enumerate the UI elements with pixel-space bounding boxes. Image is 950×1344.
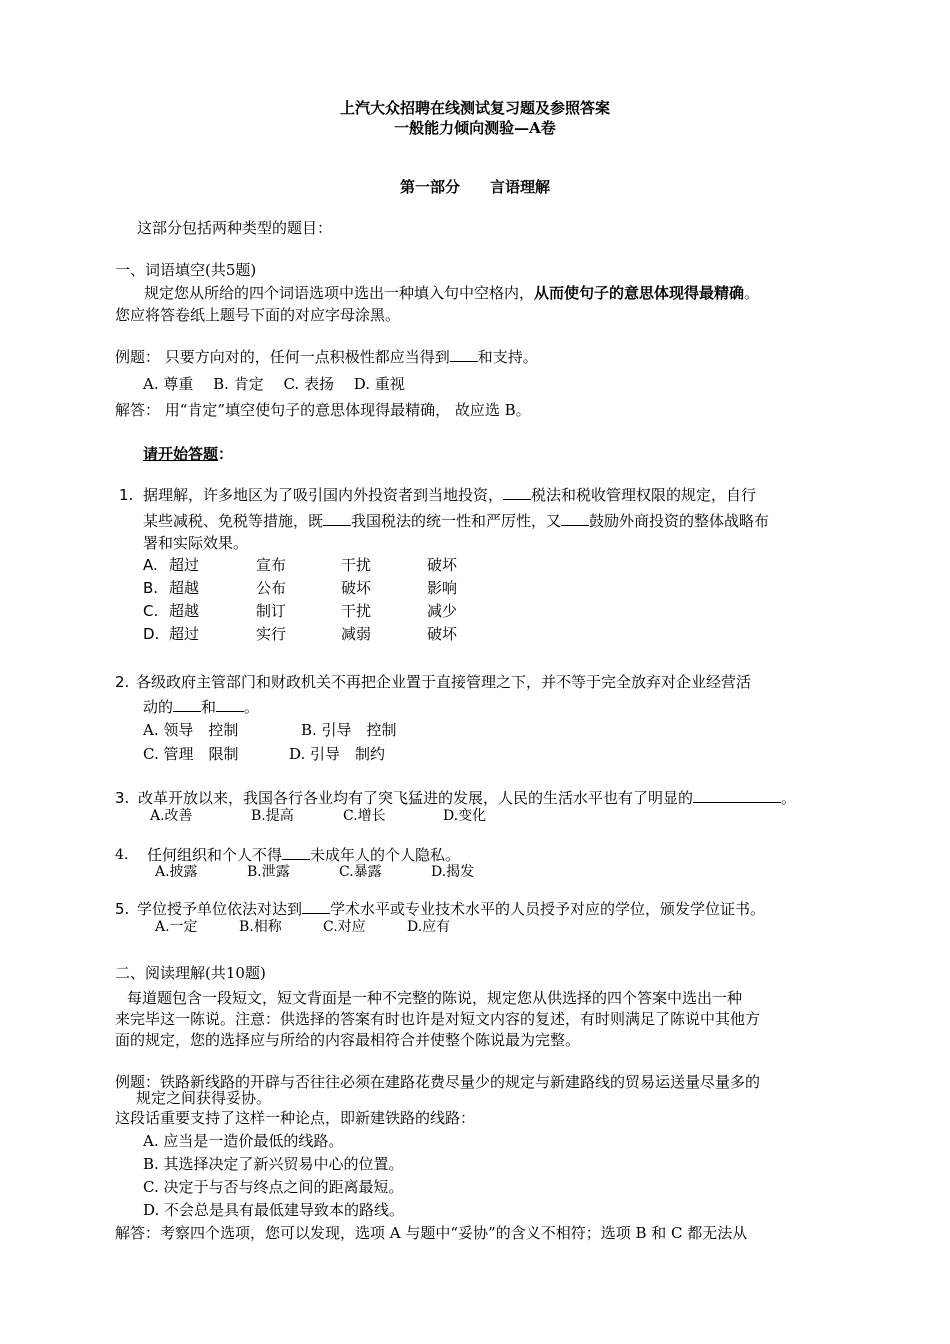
- section2-paragraph-line1: 每道题包含一段短文，短文背面是一种不完整的陈说，规定您从供选择的四个答案中选出一种: [127, 989, 743, 1007]
- q4-text: 任何组织和个人不得 未成年人的个人隐私。: [147, 846, 461, 864]
- section2-heading: 二、阅读理解(共10题): [115, 964, 266, 982]
- q3-number: 3.: [115, 789, 130, 807]
- q5-option-a: A.一定: [155, 919, 198, 935]
- q1-text-line1: 据理解，许多地区为了吸引国内外投资者到当地投资， 税法和税收管理权限的规定，自行: [143, 486, 757, 504]
- intro-text: 这部分包括两种类型的题目：: [137, 219, 333, 237]
- q2-text-line2: 动的 和 。: [143, 698, 260, 716]
- q2-option-c: C. 管理 限制: [143, 745, 239, 763]
- q2-option-d: D. 引导 制约: [289, 745, 386, 763]
- section2-option-b: B. 其选择决定了新兴贸易中心的位置。: [143, 1155, 404, 1173]
- q4-option-b: B.泄露: [247, 864, 290, 880]
- q1-text-line3: 署和实际效果。: [143, 534, 249, 552]
- document-title: 上汽大众招聘在线测试复习题及参照答案: [339, 99, 610, 117]
- q1-option-d-word: 实行: [256, 625, 287, 643]
- q1-option-c-word: 制订: [256, 602, 287, 620]
- q5-option-d: D.应有: [407, 919, 451, 935]
- q1-option-c-letter: C.: [143, 602, 159, 620]
- q1-option-b-word: 超越: [169, 579, 200, 597]
- q1-option-a-word: 超过: [169, 556, 200, 574]
- example-options: A. 尊重 B. 肯定 C. 表扬 D. 重视: [143, 375, 405, 393]
- part-title: 第一部分 言语理解: [399, 178, 550, 196]
- q2-text-line1: 各级政府主管部门和财政机关不再把企业置于直接管理之下，并不等于完全放弃对企业经营活: [136, 673, 752, 691]
- q1-option-c-word: 干扰: [341, 602, 372, 620]
- q1-text-line2: 某些减税、免税等措施，既 我国税法的统一性和严厉性，又 鼓励外商投资的整体战略布: [143, 512, 770, 530]
- q1-option-d-word: 超过: [169, 625, 200, 643]
- document-subtitle: 一般能力倾向测验—A卷: [394, 119, 556, 137]
- q5-option-c: C.对应: [323, 919, 366, 935]
- q1-option-b-word: 公布: [256, 579, 287, 597]
- q1-option-c-word: 减少: [427, 602, 458, 620]
- section2-paragraph-line3: 面的规定，您的选择应与所给的内容最相符合并使整个陈说最为完整。: [115, 1031, 581, 1049]
- q1-option-c-word: 超越: [169, 602, 200, 620]
- q1-option-a-word: 破坏: [427, 556, 458, 574]
- q2-number: 2.: [115, 673, 130, 691]
- q3-option-c: C.增长: [343, 808, 386, 824]
- section2-answer: 解答：考察四个选项，您可以发现，选项 A 与题中“妥协”的含义不相符；选项 B 和 C 都无法从: [115, 1224, 748, 1242]
- section2-paragraph-line2: 来完毕这一陈说。注意：供选择的答案有时也许是对短文内容的复述，有时则满足了陈说中其他方: [115, 1010, 761, 1028]
- q1-option-a-letter: A.: [143, 556, 158, 574]
- q5-number: 5.: [115, 900, 130, 918]
- q1-option-b-word: 影响: [427, 579, 458, 597]
- q2-option-b: B. 引导 控制: [301, 721, 397, 739]
- example-question: 例题： 只要方向对的，任何一点积极性都应当得到 和支持。: [115, 348, 538, 366]
- q5-text: 学位授予单位依法对达到 学术水平或专业技术水平的人员授予对应的学位，颁发学位证书。: [137, 900, 766, 918]
- section2-option-a: A. 应当是一造价最低的线路。: [143, 1132, 344, 1150]
- q1-number: 1.: [119, 486, 134, 504]
- q1-option-b-letter: B.: [143, 579, 159, 597]
- q3-option-a: A.改善: [150, 808, 193, 824]
- q1-option-a-word: 宣布: [256, 556, 287, 574]
- section1-instructions-2: 您应将答卷纸上题号下面的对应字母涂黑。: [115, 306, 401, 324]
- q1-option-b-word: 破坏: [341, 579, 372, 597]
- q4-option-d: D.揭发: [431, 864, 475, 880]
- q3-option-d: D.变化: [443, 808, 487, 824]
- q1-option-d-word: 减弱: [341, 625, 372, 643]
- q1-option-d-word: 破坏: [427, 625, 458, 643]
- section2-example-line3: 这段话重要支持了这样一种论点，即新建铁路的线路：: [115, 1109, 476, 1127]
- example-answer: 解答： 用“肯定”填空使句子的意思体现得最精确， 故应选 B。: [115, 401, 531, 419]
- q4-number: 4.: [115, 847, 129, 863]
- section2-example-line1: 例题：铁路新线路的开辟与否往往必须在建路花费尽量少的规定与新建路线的贸易运送量尽量多的: [115, 1073, 761, 1091]
- q1-option-d-letter: D.: [143, 625, 160, 643]
- q4-option-a: A.披露: [155, 864, 198, 880]
- q1-option-a-word: 干扰: [341, 556, 372, 574]
- section2-option-c: C. 决定于与否与终点之间的距离最短。: [143, 1178, 404, 1196]
- section2-example-line2: 规定之间获得妥协。: [136, 1089, 272, 1107]
- start-answering-label: 请开始答题：: [143, 445, 234, 463]
- section1-instructions: 规定您从所给的四个词语选项中选出一种填入句中空格内，从而使句子的意思体现得最精确。: [144, 284, 760, 302]
- q5-option-b: B.相称: [239, 919, 282, 935]
- q2-option-a: A. 领导 控制: [143, 721, 239, 739]
- section2-option-d: D. 不会总是具有最低建导致本的路线。: [143, 1201, 405, 1219]
- q4-option-c: C.暴露: [339, 864, 382, 880]
- section1-heading: 一、词语填空(共5题): [115, 261, 257, 279]
- q3-text: 改革开放以来，我国各行各业均有了突飞猛进的发展，人民的生活水平也有了明显的 。: [138, 789, 797, 807]
- q3-option-b: B.提高: [251, 808, 294, 824]
